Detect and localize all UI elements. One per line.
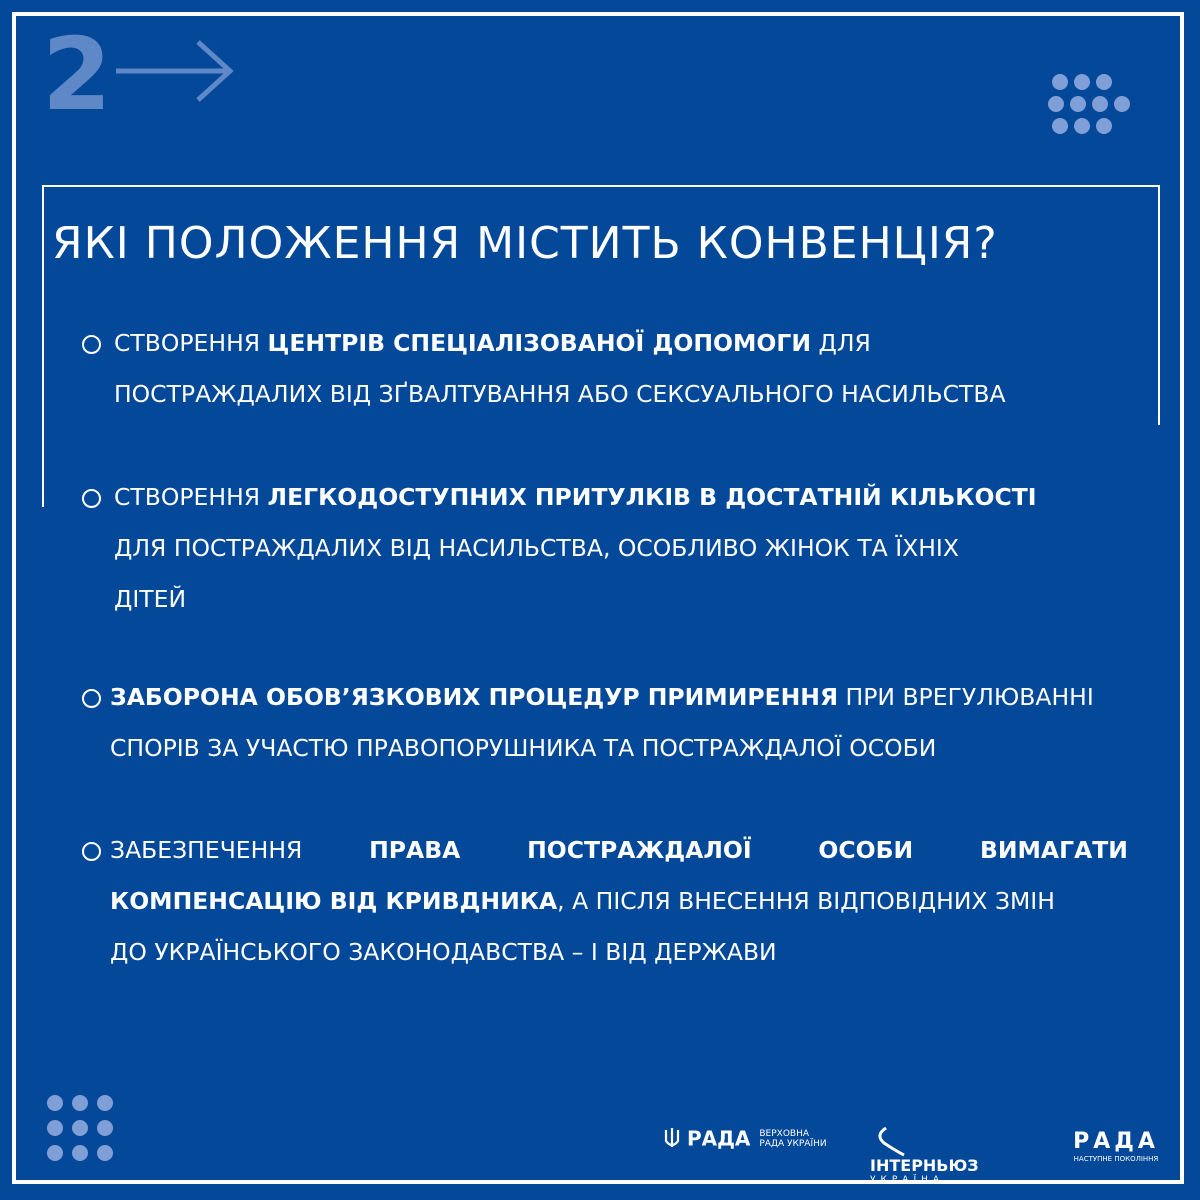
item-highlight: ЦЕНТРІВ СПЕЦІАЛІЗОВАНОЇ ДОПОМОГИ [267, 329, 812, 357]
bullet-circle-icon [82, 842, 101, 861]
list-item [110, 672, 1140, 774]
item-highlight: ВИМАГАТИ [979, 836, 1128, 864]
bullet-circle-icon [82, 689, 101, 708]
title-frame-top [42, 185, 1160, 187]
page-title: ЯКІ ПОЛОЖЕННЯ МІСТИТЬ КОНВЕНЦІЯ? [52, 218, 998, 269]
internews-logo: ІНТЕРНЬЮЗ УКРАЇНА [870, 1125, 1020, 1185]
trident-icon [664, 1127, 680, 1151]
list-item [114, 318, 1134, 420]
rada-next-gen-logo: РАДА НАСТУПНЕ ПОКОЛІННЯ [1073, 1129, 1159, 1163]
slide-number: 2 [42, 16, 112, 133]
item-text: , А ПІСЛЯ ВНЕСЕННЯ ВІДПОВІДНИХ ЗМІН [557, 887, 1055, 915]
bullet-circle-icon [82, 489, 101, 508]
arrow-right-icon [116, 38, 236, 108]
list-item [110, 825, 1128, 978]
item-text: СТВОРЕННЯ [114, 483, 268, 511]
item-text: ПРИ ВРЕГУЛЮВАННІ [838, 683, 1094, 711]
internews-swoosh-icon [870, 1125, 906, 1157]
item-highlight: ОСОБИ [818, 836, 914, 864]
item-text: СПОРІВ ЗА УЧАСТЮ ПРАВОПОРУШНИКА ТА ПОСТРАЖДАЛОЇ ОСОБИ [110, 734, 937, 762]
item-highlight: ЗАБОРОНА ОБОВ’ЯЗКОВИХ ПРОЦЕДУР ПРИМИРЕННЯ [110, 683, 839, 711]
item-text: ДІТЕЙ [114, 585, 187, 613]
item-text: ДО УКРАЇНСЬКОГО ЗАКОНОДАВСТВА – І ВІД ДЕРЖАВИ [110, 938, 777, 966]
item-highlight: ЛЕГКОДОСТУПНИХ ПРИТУЛКІВ В ДОСТАТНІЙ КІЛЬКОСТІ [267, 483, 1037, 511]
item-highlight: ПОСТРАЖДАЛОЇ [527, 836, 752, 864]
item-text: ДЛЯ ПОСТРАЖДАЛИХ ВІД НАСИЛЬСТВА, ОСОБЛИВО ЖІНОК ТА ЇХНІХ [114, 534, 959, 562]
title-frame-left [42, 185, 44, 507]
item-text: ЗАБЕЗПЕЧЕННЯ [110, 836, 303, 864]
list-item [114, 472, 1134, 625]
item-highlight: КОМПЕНСАЦІЮ ВІД КРИВДНИКА [110, 887, 558, 915]
item-text: ПОСТРАЖДАЛИХ ВІД ЗҐВАЛТУВАННЯ АБО СЕКСУАЛЬНОГО НАСИЛЬСТВА [114, 380, 1006, 408]
rada-logo: РАДА ВЕРХОВНА РАДА УКРАЇНИ [664, 1125, 834, 1151]
item-highlight: ПРАВА [369, 836, 461, 864]
item-text: СТВОРЕННЯ [114, 329, 268, 357]
bullet-circle-icon [82, 335, 101, 354]
item-text: ДЛЯ [811, 329, 871, 357]
